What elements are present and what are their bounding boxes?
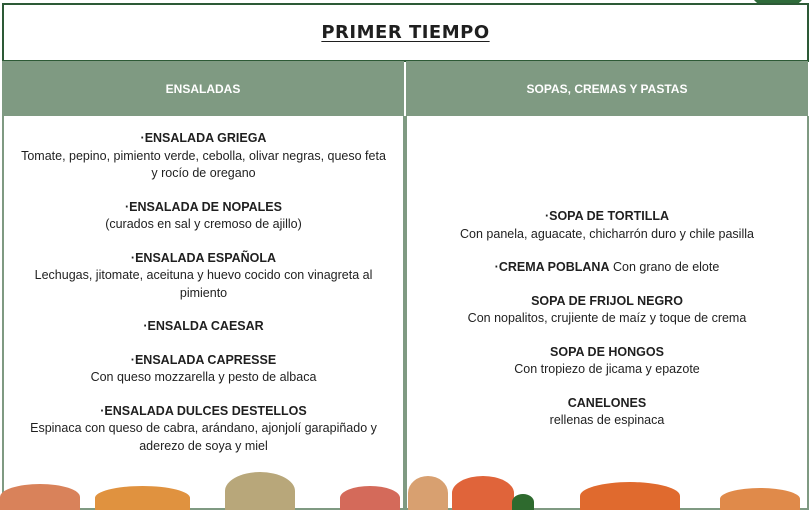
- column-heading-ensaladas: [2, 61, 404, 116]
- menu-item: [18, 250, 389, 303]
- menu-item-desc: Con queso mozzarella y pesto de albaca: [90, 370, 317, 384]
- title-box: [2, 3, 809, 62]
- menu-item-name: ·ENSALADA DULCES DESTELLOS: [100, 403, 307, 418]
- menu-item-name: ·CREMA POBLANA: [494, 260, 610, 274]
- menu-item-desc: Espinaca con queso de cabra, arándano, ajonjolí garapiñado y aderezo de soya y miel: [30, 421, 377, 453]
- menu-item: [421, 344, 793, 379]
- menu-item: [18, 199, 389, 234]
- menu-item-desc: (curados en sal y cremoso de ajillo): [105, 217, 302, 231]
- menu-item-desc: Con panela, aguacate, chicharrón duro y chile pasilla: [460, 226, 754, 241]
- sopas-column: [405, 116, 809, 510]
- menu-item: [18, 352, 389, 387]
- menu-item-desc: Con grano de elote: [612, 260, 720, 274]
- menu-item: [18, 318, 389, 336]
- sopas-list: [407, 208, 807, 446]
- menu-item-name: ·ENSALADA GRIEGA: [140, 131, 267, 145]
- menu-item: [421, 259, 793, 277]
- menu-item: [421, 395, 793, 430]
- menu-item-desc: Con nopalitos, crujiente de maíz y toque de crema: [467, 311, 747, 325]
- menu-item: [421, 293, 793, 328]
- page-title: PRIMER TIEMPO: [321, 22, 490, 43]
- column-heading-sopas: [406, 61, 808, 116]
- menu-item-name: SOPA DE FRIJOL NEGRO: [531, 293, 683, 308]
- menu-item-name: ·SOPA DE TORTILLA: [544, 209, 670, 223]
- ensaladas-list: [4, 130, 403, 471]
- menu-item-name: ·ENSALADA ESPAÑOLA: [130, 250, 277, 265]
- menu-item-desc: Lechugas, jitomate, aceituna y huevo cocido con vinagreta al pimiento: [34, 268, 373, 300]
- menu-item: [18, 403, 389, 456]
- menu-item-desc: Con tropiezo de jicama y epazote: [514, 362, 700, 376]
- menu-item: [421, 208, 793, 243]
- menu-item-name: SOPA DE HONGOS: [550, 344, 664, 359]
- ensaladas-column: [2, 116, 405, 510]
- column-heading-label: ENSALADAS: [165, 81, 241, 96]
- menu-item: [18, 130, 389, 183]
- menu-item-name: ·ENSALADA DE NOPALES: [125, 199, 282, 214]
- menu-item-desc: Tomate, pepino, pimiento verde, cebolla, olivar negras, queso feta y rocío de oregano: [21, 148, 386, 180]
- menu-item-desc: rellenas de espinaca: [549, 413, 665, 427]
- column-heading-label: SOPAS, CREMAS Y PASTAS: [526, 81, 688, 96]
- menu-item-name: CANELONES: [567, 395, 647, 410]
- menu-item-name: ·ENSALDA CAESAR: [143, 319, 264, 333]
- menu-item-name: ·ENSALADA CAPRESSE: [130, 352, 277, 367]
